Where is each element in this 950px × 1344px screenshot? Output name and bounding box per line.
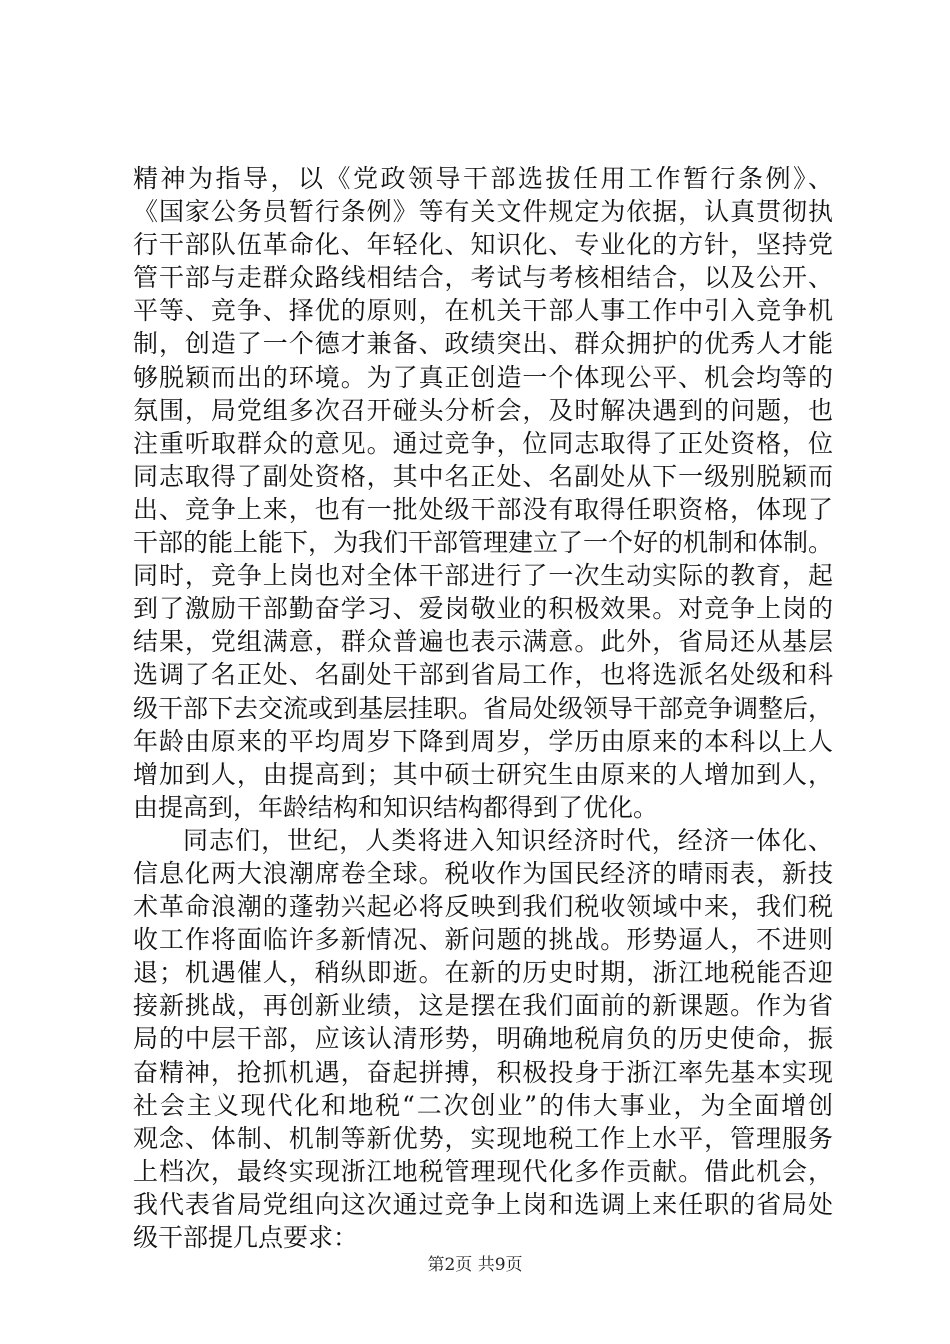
text-line: 年龄由原来的平均周岁下降到周岁，学历由原来的本科以上人 <box>133 726 833 756</box>
page-number-footer: 第2页 共9页 <box>427 1255 523 1275</box>
text-line: 由提高到，年龄结构和知识结构都得到了优化。 <box>133 792 659 822</box>
text-line: 信息化两大浪潮席卷全球。税收作为国民经济的晴雨表，新技 <box>133 858 833 888</box>
text-line: 我代表省局党组向这次通过竞争上岗和选调上来任职的省局处 <box>133 1189 833 1219</box>
text-line: 到了激励干部勤奋学习、爱岗敬业的积极效果。对竞争上岗的 <box>133 594 833 624</box>
text-line: 干部的能上能下，为我们干部管理建立了一个好的机制和体制。 <box>133 528 834 558</box>
text-line: 精神为指导，以《党政领导干部选拔任用工作暂行条例》、 <box>133 164 833 193</box>
text-line: 收工作将面临许多新情况、新问题的挑战。形势逼人，不进则 <box>133 925 833 955</box>
text-line: 《国家公务员暂行条例》等有关文件规定为依据，认真贯彻执 <box>133 197 833 227</box>
text-line: 接新挑战，再创新业绩，这是摆在我们面前的新课题。作为省 <box>133 991 833 1021</box>
paragraph-first-line: 同志们，世纪，人类将进入知识经济时代，经济一体化、 <box>183 825 833 855</box>
text-line: 奋精神，抢抓机遇，奋起拼搏，积极投身于浙江率先基本实现 <box>133 1057 833 1087</box>
text-line: 局的中层干部，应该认清形势，明确地税肩负的历史使命，振 <box>133 1024 833 1054</box>
text-line: 平等、竞争、择优的原则，在机关干部人事工作中引入竞争机 <box>133 296 833 326</box>
text-line: 出、竞争上来，也有一批处级干部没有取得任职资格，体现了 <box>133 494 833 524</box>
text-line: 上档次，最终实现浙江地税管理现代化多作贡献。借此机会， <box>133 1156 833 1186</box>
text-line: 级干部提几点要求： <box>133 1223 359 1252</box>
text-line: 增加到人，由提高到；其中硕士研究生由原来的人增加到人， <box>133 759 833 789</box>
text-line: 够脱颖而出的环境。为了真正创造一个体现公平、机会均等的 <box>133 362 833 392</box>
text-line: 氛围，局党组多次召开碰头分析会，及时解决遇到的问题，也 <box>133 395 833 425</box>
text-line: 退；机遇催人，稍纵即逝。在新的历史时期，浙江地税能否迎 <box>133 958 833 988</box>
text-line: 社会主义现代化和地税“二次创业”的伟大事业，为全面增创 <box>133 1090 833 1120</box>
text-line: 管干部与走群众路线相结合，考试与考核相结合，以及公开、 <box>133 263 833 293</box>
text-line: 同时，竞争上岗也对全体干部进行了一次生动实际的教育，起 <box>133 561 833 591</box>
text-line: 结果，党组满意，群众普遍也表示满意。此外，省局还从基层 <box>133 627 833 657</box>
document-body <box>133 162 833 1254</box>
text-line: 级干部下去交流或到基层挂职。省局处级领导干部竞争调整后， <box>133 693 834 723</box>
text-line: 同志取得了副处资格，其中名正处、名副处从下一级别脱颖而 <box>133 461 833 491</box>
text-line: 选调了名正处、名副处干部到省局工作，也将选派名处级和科 <box>133 660 833 690</box>
text-line: 注重听取群众的意见。通过竞争，位同志取得了正处资格，位 <box>133 428 833 458</box>
text-line: 术革命浪潮的蓬勃兴起必将反映到我们税收领域中来，我们税 <box>133 892 833 922</box>
text-line: 观念、体制、机制等新优势，实现地税工作上水平，管理服务 <box>133 1123 833 1153</box>
text-line: 制，创造了一个德才兼备、政绩突出、群众拥护的优秀人才能 <box>133 329 833 359</box>
text-line: 行干部队伍革命化、年轻化、知识化、专业化的方针，坚持党 <box>133 230 833 260</box>
